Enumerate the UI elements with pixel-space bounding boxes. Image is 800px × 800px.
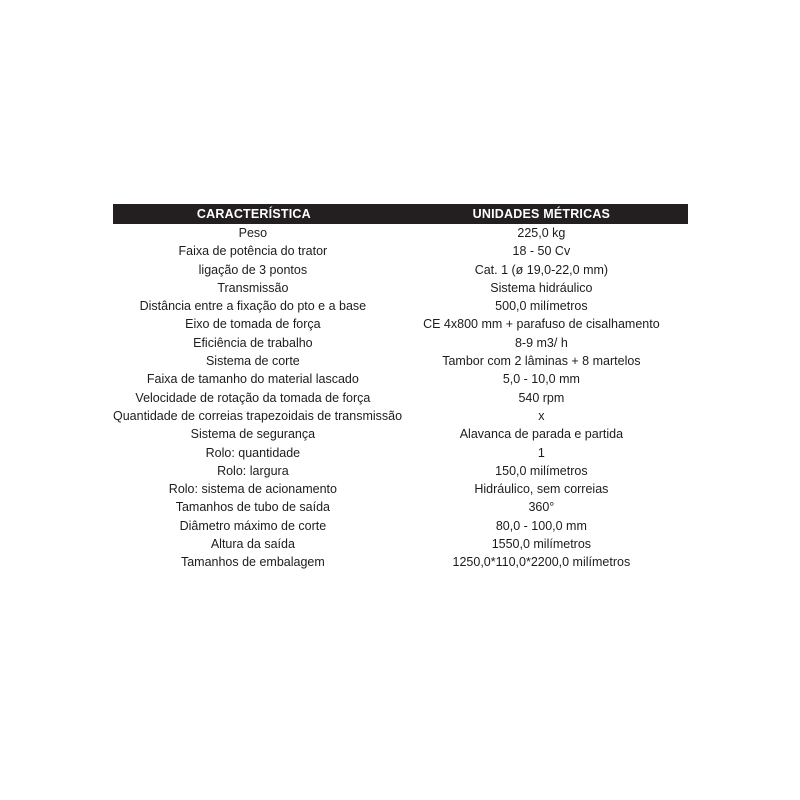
cell-value: 225,0 kg — [517, 226, 566, 240]
cell-value: Cat. 1 (ø 19,0-22,0 mm) — [474, 262, 609, 277]
cell-feature: ligação de 3 pontos — [198, 262, 308, 277]
table-row — [113, 224, 688, 242]
cell-feature: Eixo de tomada de força — [185, 317, 321, 332]
cell-value: Alavanca de parada e partida — [459, 427, 624, 442]
cell-value: 360° — [528, 500, 555, 515]
table-row — [113, 334, 688, 352]
table-row — [113, 352, 688, 370]
cell-value: 1250,0*110,0*2200,0 milímetros — [452, 555, 631, 570]
table-row — [113, 389, 688, 407]
cell-feature: Faixa de tamanho do material lascado — [146, 372, 359, 387]
table-row — [113, 261, 688, 279]
table-row — [113, 517, 688, 535]
cell-feature: Peso — [238, 226, 268, 240]
table-row — [113, 242, 688, 260]
specifications-table-container — [113, 204, 688, 572]
table-row — [113, 462, 688, 480]
table-row — [113, 297, 688, 315]
cell-value: 8-9 m3/ h — [514, 335, 568, 350]
cell-feature: Rolo: sistema de acionamento — [168, 482, 337, 497]
cell-value: 1550,0 milímetros — [491, 537, 592, 552]
cell-feature: Rolo: largura — [217, 463, 289, 478]
cell-value: Sistema hidráulico — [490, 280, 593, 295]
cell-feature: Tamanhos de tubo de saída — [175, 500, 331, 515]
table-row — [113, 535, 688, 553]
column-header-feature: CARACTERÍSTICA — [113, 204, 395, 224]
cell-value: 500,0 milímetros — [495, 299, 588, 314]
cell-feature: Sistema de corte — [205, 354, 300, 369]
cell-feature: Tamanhos de embalagem — [180, 555, 325, 570]
cell-feature: Quantidade de correias trapezoidais de transmissão — [113, 408, 403, 423]
cell-feature: Altura da saída — [210, 537, 295, 552]
cell-value: CE 4x800 mm + parafuso de cisalhamento — [423, 317, 660, 332]
cell-feature: Transmissão — [217, 280, 289, 295]
cell-feature: Eficiência de trabalho — [193, 335, 313, 350]
table-row — [113, 553, 688, 571]
cell-value: 5,0 - 10,0 mm — [502, 372, 580, 387]
table-row — [113, 444, 688, 462]
cell-feature: Velocidade de rotação da tomada de força — [135, 390, 371, 405]
cell-feature: Diâmetro máximo de corte — [179, 518, 327, 533]
cell-value: Hidráulico, sem correias — [474, 482, 609, 497]
cell-feature: Distância entre a fixação do pto e a base — [139, 299, 367, 314]
cell-value: Tambor com 2 lâminas + 8 martelos — [442, 354, 641, 369]
table-row — [113, 370, 688, 388]
cell-value: 150,0 milímetros — [495, 463, 588, 478]
cell-value: 540 rpm — [518, 390, 565, 405]
column-header-value: UNIDADES MÉTRICAS — [395, 204, 688, 224]
table-row — [113, 480, 688, 498]
table-row — [113, 407, 688, 425]
table-row — [113, 279, 688, 297]
table-row — [113, 425, 688, 443]
cell-feature: Faixa de potência do trator — [178, 244, 328, 259]
cell-feature: Sistema de segurança — [190, 427, 316, 442]
cell-value: x — [538, 408, 545, 423]
cell-feature: Rolo: quantidade — [205, 445, 301, 460]
table-body — [113, 224, 688, 572]
cell-value: 18 - 50 Cv — [512, 244, 571, 259]
table-row — [113, 498, 688, 516]
table-row — [113, 315, 688, 333]
cell-value: 80,0 - 100,0 mm — [495, 518, 587, 533]
table-header-row — [113, 204, 688, 224]
cell-value: 1 — [537, 445, 545, 460]
specifications-table — [113, 204, 688, 572]
